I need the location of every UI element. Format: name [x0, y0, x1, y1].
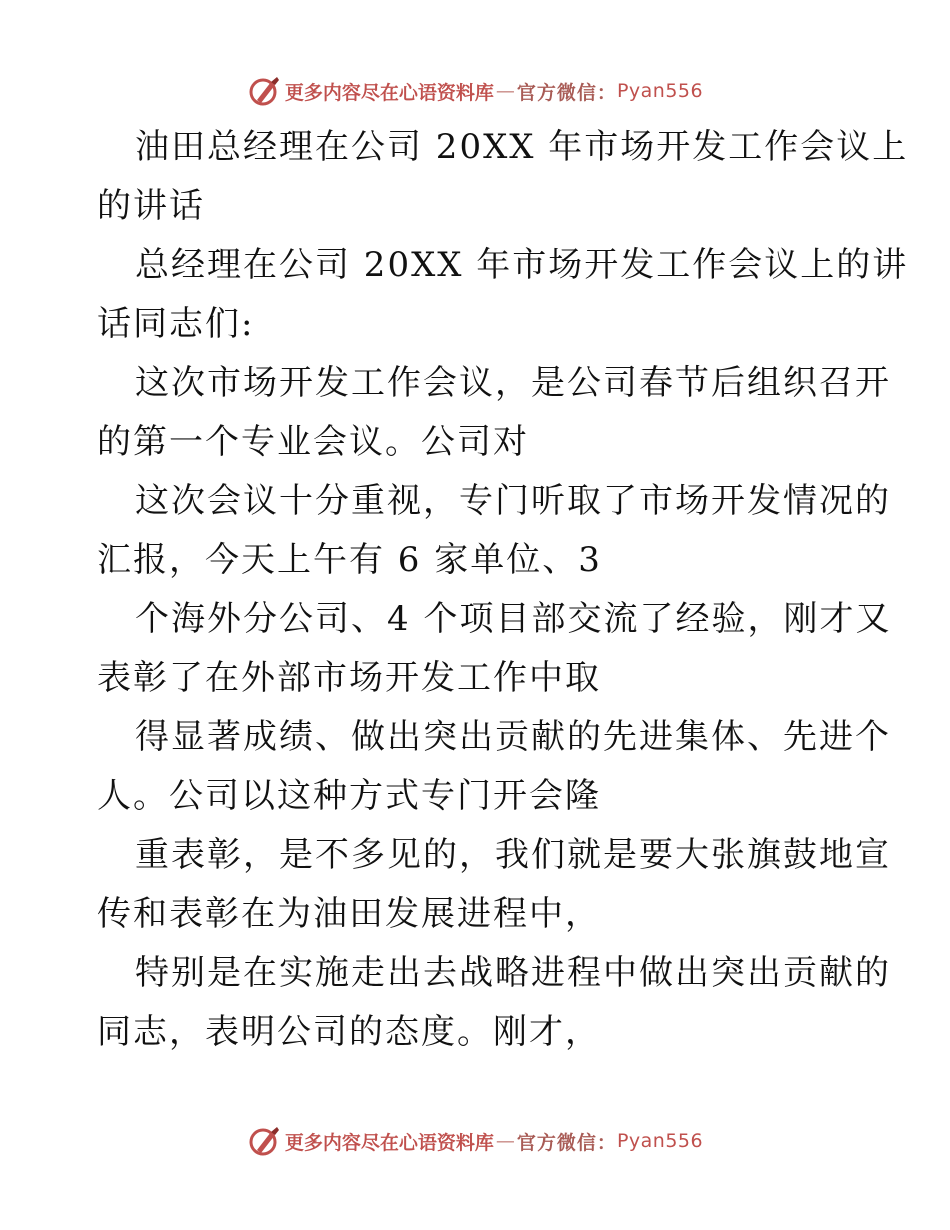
document-body	[97, 118, 909, 1062]
pen-logo-icon	[247, 1124, 281, 1158]
paragraph-line: 特别是在实施走出去战略进程中做出突出贡献的	[135, 953, 891, 993]
watermark-wechat-id: Pyan556	[616, 80, 704, 102]
paragraph-line: 得显著成绩、做出突出贡献的先进集体、先进个	[135, 717, 891, 757]
header-watermark	[0, 71, 950, 111]
watermark-dash: —	[495, 1130, 515, 1152]
paragraph	[97, 118, 909, 236]
paragraph-line: 的第一个专业会议。公司对	[97, 422, 529, 462]
watermark-wechat-label: 官方微信：	[516, 1131, 617, 1154]
paragraph-line: 表彰了在外部市场开发工作中取	[97, 658, 601, 698]
pen-logo-icon	[247, 74, 281, 108]
paragraph-line: 这次市场开发工作会议，是公司春节后组织召开	[135, 363, 891, 403]
watermark-main-text: 更多内容尽在心语资料库	[284, 1131, 494, 1154]
paragraph	[97, 590, 892, 708]
watermark-main-text: 更多内容尽在心语资料库	[284, 81, 494, 104]
footer-watermark	[0, 1121, 950, 1161]
paragraph-line: 个海外分公司、4 个项目部交流了经验，刚才又	[135, 599, 892, 639]
paragraph	[97, 236, 909, 354]
paragraph-line: 油田总经理在公司 20XX 年市场开发工作会议上	[135, 127, 909, 167]
watermark-wechat-id: Pyan556	[616, 1130, 704, 1152]
paragraph-line: 人。公司以这种方式专门开会隆	[97, 776, 601, 816]
watermark-wechat-label: 官方微信：	[516, 81, 617, 104]
paragraph-line: 总经理在公司 20XX 年市场开发工作会议上的讲	[135, 245, 909, 285]
paragraph-line: 同志，表明公司的态度。刚才，	[97, 1012, 601, 1052]
paragraph-line: 传和表彰在为油田发展进程中，	[97, 894, 601, 934]
paragraph-line: 的讲话	[97, 186, 205, 226]
paragraph-line: 重表彰，是不多见的，我们就是要大张旗鼓地宣	[135, 835, 891, 875]
paragraph-line: 话同志们:	[97, 304, 255, 344]
paragraph	[97, 472, 891, 590]
paragraph-line: 这次会议十分重视，专门听取了市场开发情况的	[135, 481, 891, 521]
paragraph	[97, 826, 891, 944]
paragraph	[97, 708, 891, 826]
paragraph	[97, 354, 891, 472]
watermark-dash: —	[495, 80, 515, 102]
paragraph-line: 汇报，今天上午有 6 家单位、3	[97, 540, 602, 580]
paragraph	[97, 944, 891, 1062]
